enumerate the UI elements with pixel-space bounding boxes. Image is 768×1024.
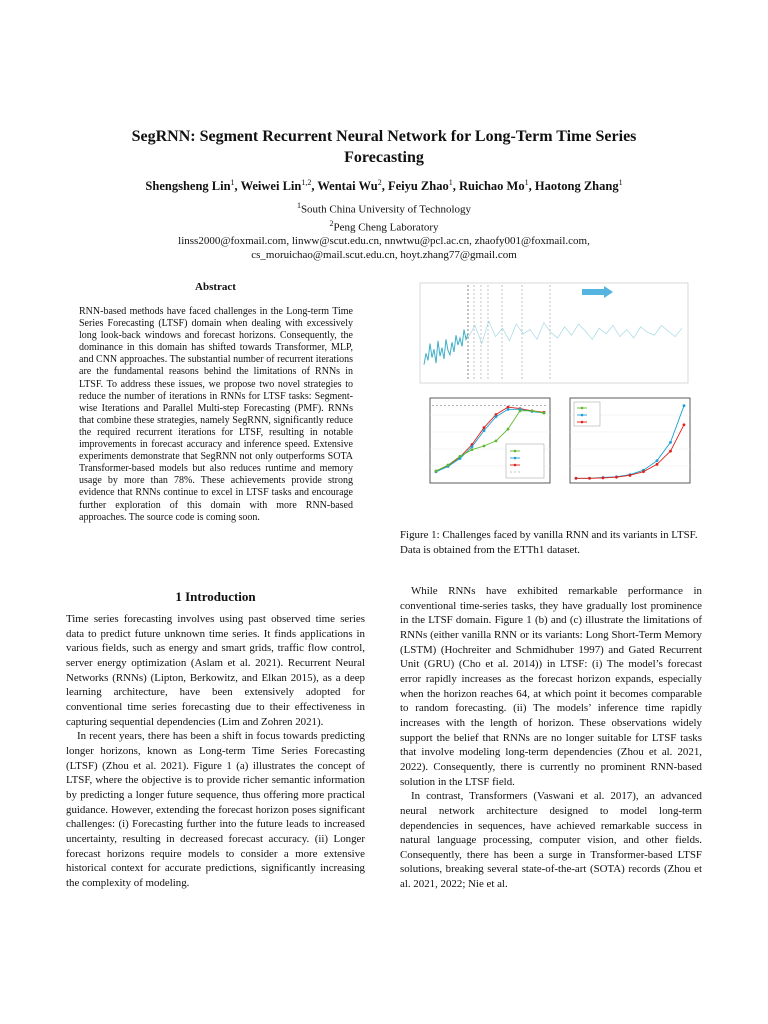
paragraph: In recent years, there has been a shift in focus towards predicting longer horizons, known as Long-term Time Series Forecasting (LTSF) (Zhou et al. 2021). Figure 1 (a) illustrates the concept of LTSF, where the objective is to provide richer semantic information by predicting a longer future sequence, thus offering more practical guidance. However, extending the forecast horizon poses significant challenges: (i) Forecasting further into the future leads to increased uncertainty, resulting in decreased forecast accuracy. (ii) Longer forecast horizons require models to consider a more extensive historical context for accurate predictions, significantly increasing the complexity of modeling.	[66, 730, 365, 889]
paragraph: While RNNs have exhibited remarkable performance in conventional time-series tasks, they have gradually lost prominence in the LTSF domain. Figure 1 (b) and (c) illustrate the limitations of RNNs (either vanilla RNN or its variants: Long Short-Term Memory (LSTM) (Hochreiter and Schmidhuber 1997) and Gated Recurrent Unit (GRU) (Cho et al. 2014)) in LTSF: (i) The model’s forecast error rapidly increases as the forecast horizon expands, especially when the horizon reaches 64, at which point it becomes comparable to random forecasting. (ii) The models’ inference time rapidly increases with the length of horizon. These observations widely support the belief that RNNs are no longer suitable for LTSF tasks that involve modeling long-term dependencies (Zhou et al. 2021, 2022). Consequently, there is currently no prominent RNN-based solution in the LTSF field.	[400, 585, 702, 788]
panel-b-point-lstm	[471, 445, 474, 448]
paragraph: Time series forecasting involves using past observed time series data to predict future unknown time series. It finds applications in various fields, such as energy and smart grids, traffic flow control, server energy optimization (Aslam et al. 2021). Recurrent Neural Networks (RNNs) (Lipton, Berkowitz, and Elkan 2015), as a deep learning architecture, have been extensively adopted for conventional time series forecasting due to their effectiveness in capturing sequential dependencies (Lim and Zohren 2021).	[66, 613, 365, 728]
panel-c-point-rnn	[683, 423, 686, 426]
figure-caption: Figure 1: Challenges faced by vanilla RNN and its variants in LTSF. Data is obtained from the ETTh1 dataset.	[400, 529, 698, 556]
legend-marker-gru	[514, 450, 517, 453]
affiliation: $^1$South China University of Technology	[296, 201, 472, 216]
author: Wentai Wu$^2$	[317, 178, 382, 194]
paper-title: SegRNN: Segment Recurrent Neural Network for Long-Term Time Series Forecasting	[131, 128, 637, 166]
affiliation: $^2$Peng Cheng Laboratory	[329, 218, 439, 234]
abstract-heading: Abstract	[195, 281, 236, 293]
right-column-text	[400, 584, 702, 892]
panel-b-point-lstm	[483, 429, 486, 432]
panel-c-point-rnn	[642, 470, 645, 473]
legend-marker-rnn	[581, 421, 584, 424]
arrow-head	[604, 286, 613, 298]
panel-c-point-rnn	[629, 474, 632, 477]
panel-c-plot	[570, 402, 690, 480]
panel-c-point-rnn	[588, 477, 591, 480]
panel-c-point-lstm	[669, 441, 672, 444]
arrow-shaft	[582, 289, 604, 295]
left-column-text	[66, 612, 365, 890]
panel-b-point-gru	[519, 409, 522, 412]
legend-marker-lstm	[581, 414, 584, 417]
panel-a-plot	[424, 285, 682, 381]
author: Ruichao Mo$^1$	[458, 178, 529, 194]
panel-b-point-rnn	[483, 426, 486, 429]
abstract-text: RNN-based methods have faced challenges in the Long-term Time Series Forecasting (LTSF) domain when dealing with excessively long look-back windows and forecast horizons. Consequently, the dominance in this domain has shifted towards Transformer, MLP, and CNN approaches. The substantial number of recurrent iterations are the fundamental reasons behind the limitations of RNNs in LTSF. To address these issues, we propose two novel strategies to reduce the number of iterations in RNNs for LTSF tasks: Segment-wise Iterations and Parallel Multi-step Forecasting (PMF). RNNs that combine these strategies, namely SegRNN, significantly reduce the required recurrent iterations for LTSF, resulting in notable improvements in forecast accuracy and inference speed. Extensive experiments demonstrate that SegRNN not only outperforms SOTA Transformer-based models but also reduces runtime and memory usage by more than 78%. These achievements provide strong evidence that RNNs continue to excel in LTSF tasks and encourage further exploration of this domain with more RNN-based approaches. The source code is coming soon.	[79, 306, 353, 523]
panel-b-point-lstm	[507, 408, 510, 411]
panel-b-point-gru	[507, 428, 510, 431]
panel-c-point-lstm	[656, 459, 659, 462]
author: Shengsheng Lin$^1$	[145, 178, 235, 194]
email-line: linss2000@foxmail.com, linww@scut.edu.cn, nnwtwu@pcl.ac.cn, zhaofy001@foxmail.com,	[178, 235, 590, 248]
panel-b-point-gru	[543, 412, 546, 415]
panel-b-point-gru	[471, 448, 474, 451]
affiliations	[40, 199, 728, 262]
panel-b-point-lstm	[495, 415, 498, 418]
panel-b-point-gru	[459, 455, 462, 458]
panel-c-point-rnn	[656, 463, 659, 466]
section-heading: 1 Introduction	[175, 589, 256, 604]
author: Weiwei Lin$^{1,2}$	[240, 178, 312, 194]
panel-c-series-rnn	[576, 425, 684, 479]
panel-c-point-lstm	[683, 404, 686, 407]
paragraph: In contrast, Transformers (Vaswani et al. 2017), an advanced neural network architecture designed to model long-term dependencies in sequences, have achieved remarkable success in natural language processing, computer vision, and other fields. Consequently, there has been a surge in Transformer-based LTSF solutions, breaking several state-of-the-art (SOTA) records (Zhou et al. 2021, 2022; Nie et al.	[400, 790, 702, 891]
author: Feiyu Zhao$^1$	[387, 178, 453, 194]
forecast-series	[468, 321, 682, 343]
legend-marker-gru	[581, 407, 584, 410]
legend-marker-rnn	[514, 464, 517, 467]
author-list: Shengsheng Lin$^1$, Weiwei Lin$^{1,2}$, Wentai Wu$^2$, Feiyu Zhao$^1$, Ruichao Mo$^1$, Haotong Zhang$^1$	[145, 178, 623, 194]
history-series	[424, 330, 468, 365]
email-line: cs_moruichao@mail.scut.edu.cn, hoyt.zhang77@gmail.com	[251, 249, 517, 262]
panel-b-point-gru	[447, 464, 450, 467]
panel-b-plot	[430, 406, 550, 478]
panel-a-frame	[420, 283, 688, 383]
figure-1	[410, 278, 702, 518]
panel-c-point-rnn	[615, 476, 618, 479]
panel-c-point-rnn	[602, 477, 605, 480]
panel-b-point-gru	[495, 439, 498, 442]
author: Haotong Zhang$^1$	[534, 178, 623, 194]
panel-b-point-gru	[483, 445, 486, 448]
panel-c-point-rnn	[669, 450, 672, 453]
panel-c-point-rnn	[575, 477, 578, 480]
panel-b-point-gru	[435, 470, 438, 473]
legend-marker-lstm	[514, 457, 517, 460]
panel-b-point-gru	[531, 409, 534, 412]
panel-b-legend	[506, 444, 544, 478]
